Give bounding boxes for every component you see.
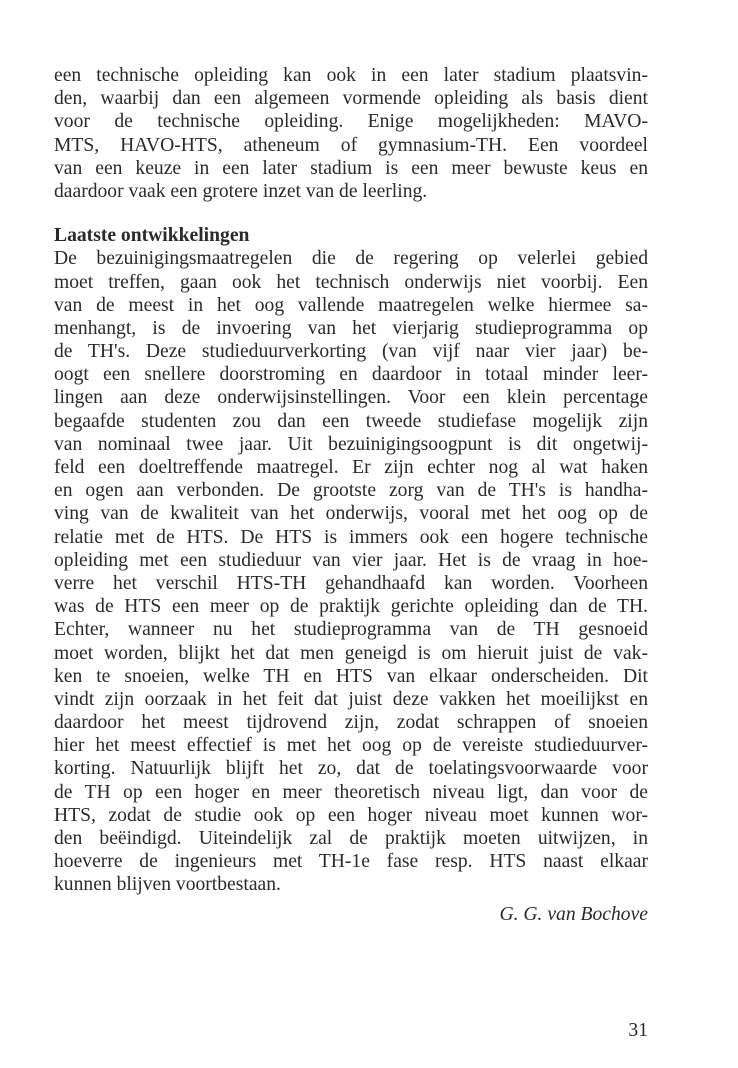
text-line: was de HTS een meer op de praktijk gerichte opleiding dan de TH. [54,596,648,618]
text-line: den beëindigd. Uiteindelijk zal de praktijk moeten uitwijzen, in [54,828,648,849]
text-line: vindt zijn oorzaak in het feit dat juist deze vakken het moeilijkst en [54,688,648,710]
text-line: korting. Natuurlijk blijft het zo, dat de toelatingsvoorwaarde voor [54,758,648,780]
paragraph-intro [54,64,648,203]
text-line: de TH's. Deze studieduurverkorting (van vijf naar vier jaar) be- [54,341,648,363]
page-body [54,64,648,926]
text-line: moet treffen, gaan ook het technisch onderwijs niet voorbij. Een [54,271,648,293]
text-line: hier het meest effectief is met het oog op de vereiste studieduurver- [54,735,648,757]
text-line: MTS, HAVO-HTS, atheneum of gymnasium-TH. Een voordeel [54,134,648,156]
text-line: relatie met de HTS. De HTS is immers ook een hogere technische [54,526,648,548]
text-line: kunnen blijven voortbestaan. [54,874,281,896]
text-line: daardoor vaak een grotere inzet van de leerling. [54,180,428,202]
text-line: en ogen aan verbonden. De grootste zorg van de TH's is handha- [54,480,648,502]
text-line: ving van de kwaliteit van het onderwijs, vooral met het oog op de [54,503,648,525]
text-line: menhangt, is de invoering van het vierjarig studieprogramma op [54,317,648,339]
author-signature: G. G. van Bochove [499,903,648,925]
text-line: opleiding met een studieduur van vier jaar. Het is de vraag in hoe- [54,549,648,571]
text-line: de TH op een hoger en meer theoretisch niveau ligt, dan voor de [54,781,648,803]
text-line: lingen aan deze onderwijsinstellingen. Voor een klein percentage [54,387,648,409]
page-number: 31 [628,1020,648,1041]
text-line: van een keuze in een later stadium is een meer bewuste keus en [54,157,648,179]
paragraph-developments [54,247,648,896]
text-line: ken te snoeien, welke TH en HTS van elkaar onderscheiden. Dit [54,665,648,687]
section-heading: Laatste ontwikkelingen [54,225,250,247]
text-line: hoeverre de ingenieurs met TH-1e fase resp. HTS naast elkaar [54,851,648,873]
text-line: daardoor het meest tijdrovend zijn, zodat schrappen of snoeien [54,712,648,734]
text-line: van de meest in het oog vallende maatregelen welke hiermee sa- [54,294,648,316]
text-line: oogt een snellere doorstroming en daardoor in totaal minder leer- [54,364,648,386]
text-line: een technische opleiding kan ook in een later stadium plaatsvin- [54,65,648,86]
text-line: van nominaal twee jaar. Uit bezuinigingsoogpunt is dit ongetwij- [54,433,648,455]
text-line: Echter, wanneer nu het studieprogramma van de TH gesnoeid [54,619,648,641]
text-line: verre het verschil HTS-TH gehandhaafd kan worden. Voorheen [54,572,648,594]
text-line: voor de technische opleiding. Enige mogelijkheden: MAVO- [54,111,648,133]
text-line: begaafde studenten zou dan een tweede studiefase mogelijk zijn [54,410,648,432]
text-line: den, waarbij dan een algemeen vormende opleiding als basis dient [54,88,648,110]
text-line: feld een doeltreffende maatregel. Er zijn echter nog al wat haken [54,457,648,478]
text-line: moet worden, blijkt het dat men geneigd is om hieruit juist de vak- [54,642,648,664]
text-line: HTS, zodat de studie ook op een hoger niveau moet kunnen wor- [54,804,648,826]
text-line: De bezuinigingsmaatregelen die de regering op velerlei gebied [54,248,648,270]
